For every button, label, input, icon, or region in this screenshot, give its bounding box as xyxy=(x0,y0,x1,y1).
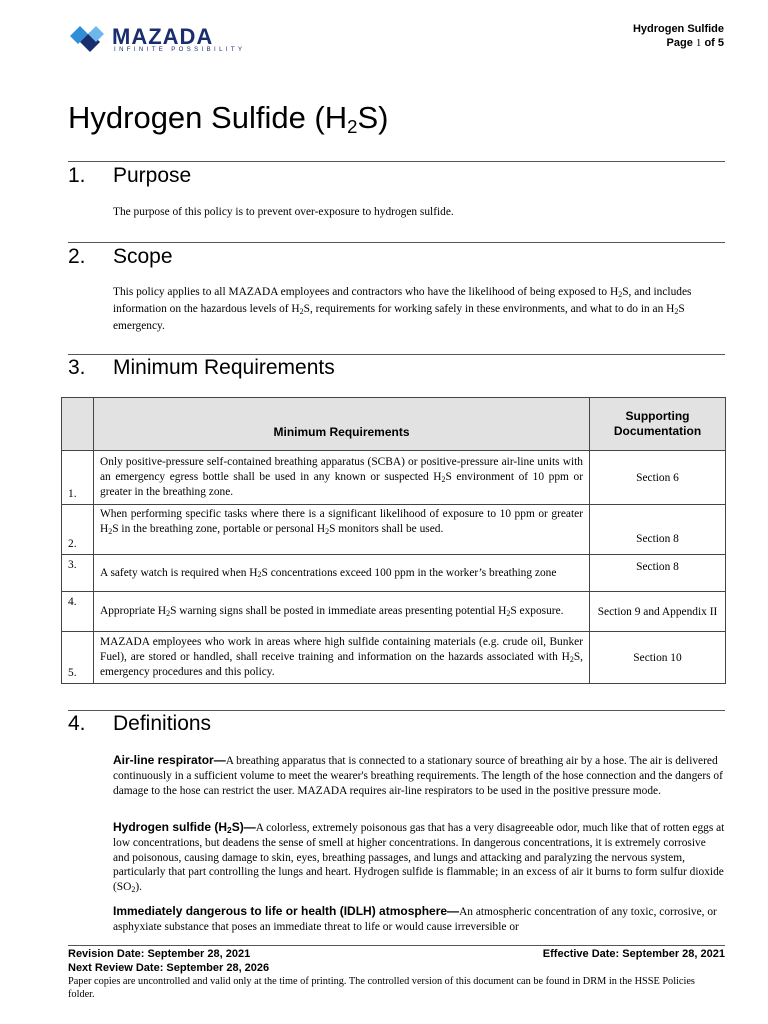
table-row xyxy=(62,451,726,505)
page-header-info xyxy=(633,22,724,50)
row-index: 3. xyxy=(62,555,94,592)
section-heading-purpose: 1. Purpose xyxy=(68,164,192,187)
table-row xyxy=(62,555,726,592)
row-documentation: Section 8 xyxy=(590,505,726,555)
section-divider xyxy=(68,710,725,711)
section-heading-minimum-requirements: 3. Minimum Requirements xyxy=(68,356,335,379)
row-requirement: A safety watch is required when $H_2S$ concentrations exceed 100 ppm in the worker’s breathing zone xyxy=(94,555,590,592)
definition-hydrogen-sulfide: Hydrogen sulfide $(H_2S)—A$ colorless, extremely poisonous gas that has a very disagreeable odor, much like that of rotten eggs at low concentrations, but deadens the sense of smell at higher concentrations. In dangerous concentrations, it is extremely corrosive and poisonous, causing damage to skin, eyes, breathing passages, and lungs and attacking and paralyzing the nervous system, particularly that part controlling the lungs and heart. Hydrogen sulfide is flammable; in an excess of air it burns to form sulfur dioxide $(SO_2)$. xyxy=(113,820,725,894)
row-documentation: Section 10 xyxy=(590,632,726,684)
uncontrolled-copy-note: Paper copies are uncontrolled and valid only at the time of printing. The controlled version of this document can be found in DRM in the HSSE Policies folder. xyxy=(68,976,695,1000)
row-documentation: Section 6 xyxy=(590,451,726,505)
table-header-documentation: Supporting Documentation xyxy=(590,398,726,451)
document-title: Hydrogen Sulfide $(H_2S)$ xyxy=(68,100,389,137)
company-logo xyxy=(68,22,258,54)
section-divider xyxy=(68,354,725,355)
section-divider xyxy=(68,242,725,243)
row-index: 1. xyxy=(62,451,94,505)
row-requirement: Appropriate $H_2S$ warning signs shall be posted in immediate areas presenting potential $H_2S$ exposure. xyxy=(94,592,590,632)
purpose-text: The purpose of this policy is to prevent over-exposure to hydrogen sulfide. xyxy=(113,206,454,218)
table-header-index xyxy=(62,398,94,451)
logo-wordmark: MAZADA xyxy=(112,24,214,49)
scope-text: This policy applies to all MAZADA employees and contractors who have the likelihood of being exposed to $H_2S$, and includes information on the hazardous levels of $H_2S$, requirements for working safely in these environments, and what to do in an $H_2S$ emergency. xyxy=(113,286,692,332)
section-heading-definitions: 4. Definitions xyxy=(68,712,212,735)
row-index: 2. xyxy=(62,505,94,555)
page-footer xyxy=(68,947,725,1001)
logo-tagline: INFINITE POSSIBILITY xyxy=(114,47,246,53)
revision-date: Revision Date: September 28, 2021 xyxy=(68,948,251,960)
minimum-requirements-table xyxy=(61,397,726,684)
section-heading-scope: 2. Scope xyxy=(68,245,173,268)
table-row xyxy=(62,592,726,632)
row-requirement: MAZADA employees who work in areas where high sulfide containing materials (e.g. crude oil, Bunker Fuel), are stored or handled, shall receive training and information on the hazards associated with $H_2S$, emergency procedures and this policy. xyxy=(94,632,590,684)
definition-air-line-respirator: Air-line respirator—A breathing apparatus that is connected to a stationary source of breathing air by a hose. The air is delivered continuously in a sufficient volume to meet the wearer's breathing requirements. The length of the hose connection and the dangers of damage to the hose can restrict the user. MAZADA requires air-line respirators to be used in the positive pressure mode. xyxy=(113,753,723,797)
row-documentation: Section 8 xyxy=(590,555,726,592)
table-header-row xyxy=(62,398,726,451)
row-requirement: Only positive-pressure self-contained breathing apparatus (SCBA) or positive-pressure air-line units with an emergency egress bottle shall be used in any known or suspected $H_2S$ environment of 10 ppm or greater in the breathing zone. xyxy=(94,451,590,505)
section-divider xyxy=(68,161,725,162)
row-index: 4. xyxy=(62,592,94,632)
table-header-requirements: Minimum Requirements xyxy=(94,398,590,451)
effective-date: Effective Date: September 28, 2021 xyxy=(542,948,725,960)
table-row xyxy=(62,505,726,555)
row-requirement: When performing specific tasks where there is a significant likelihood of exposure to 10 ppm or greater $H_2S$ in the breathing zone, portable or personal $H_2S$ monitors shall be used. xyxy=(94,505,590,555)
table-row xyxy=(62,632,726,684)
row-index: 5. xyxy=(62,632,94,684)
row-documentation: Section 9 and Appendix II xyxy=(590,592,726,632)
header-doc-name: Hydrogen Sulfide xyxy=(632,23,724,35)
logo-diamond-icon xyxy=(68,22,108,54)
definition-idlh-atmosphere: Immediately dangerous to life or health (IDLH) atmosphere—An atmospheric concentration of any toxic, corrosive, or asphyxiate substance that poses an immediate threat to life or would cause irreversible or xyxy=(113,904,717,933)
next-review-date: Next Review Date: September 28, 2026 xyxy=(68,962,270,974)
footer-divider xyxy=(68,945,725,946)
header-page-number: Page 1 of 5 xyxy=(666,37,724,49)
